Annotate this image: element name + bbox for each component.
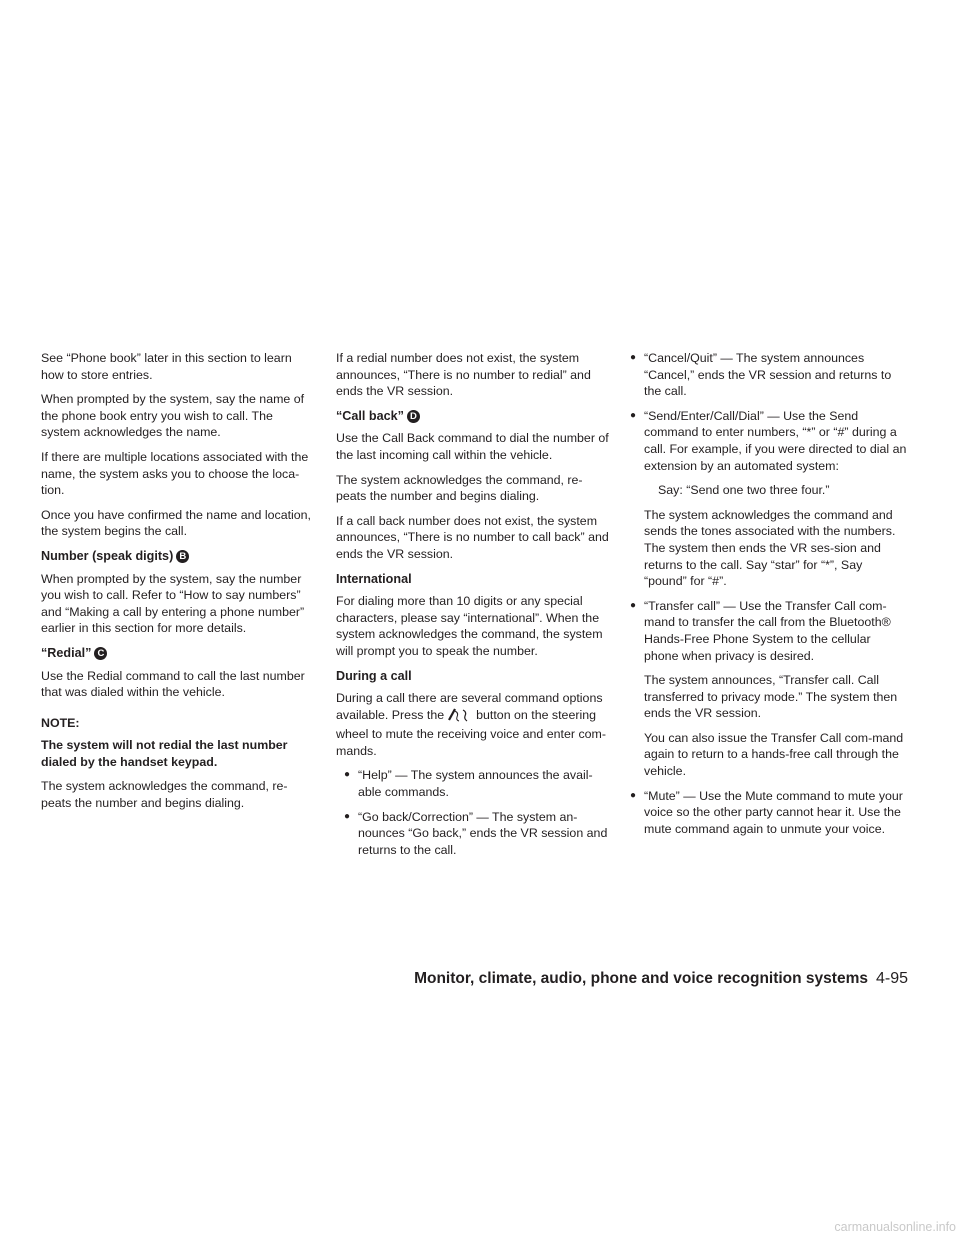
- paragraph: See “Phone book” later in this section to learn how to store entries.: [41, 351, 292, 382]
- list-item: [344, 767, 609, 800]
- page-footer: [400, 970, 908, 988]
- section-title: Monitor, climate, audio, phone and voice recognition systems: [414, 970, 868, 987]
- heading-number-speak-digits: [41, 548, 314, 565]
- paragraph: Once you have confirmed the name and location, the system begins the call.: [41, 507, 312, 539]
- heading-during-a-call: During a call: [336, 668, 412, 683]
- bullet-dot-icon: ●: [344, 810, 351, 822]
- bullet-dot-icon: ●: [344, 769, 351, 781]
- bullet-dot-icon: ●: [630, 409, 637, 421]
- callout-b-icon: B: [176, 550, 189, 563]
- list-item: [630, 598, 908, 664]
- paragraph: For dialing more than 10 digits or any special characters, please say “international”. When the system acknowledges the command, the system will prompt you to speak the number.: [336, 594, 603, 658]
- watermark: carmanualsonline.info: [834, 1220, 956, 1234]
- column-right: [630, 350, 908, 845]
- list-item: [344, 809, 609, 859]
- note-text: The system will not redial the last number dialed by the handset keypad.: [41, 738, 288, 769]
- example-say: Say: “Send one two three four.”: [658, 483, 830, 498]
- heading-call-back: [336, 408, 609, 425]
- bullet-dot-icon: ●: [630, 352, 637, 363]
- paragraph-during-call: [336, 690, 609, 759]
- note-label: NOTE:: [41, 715, 80, 730]
- list-item: [630, 408, 908, 474]
- paragraph: If a redial number does not exist, the system announces, “There is no number to redial” and ends the VR session.: [336, 351, 591, 399]
- steering-talk-icon: [446, 708, 472, 727]
- sub-paragraph: The system announces, “Transfer call. Call transferred to privacy mode.” The system then ends the VR session.: [644, 673, 898, 721]
- list-item-text: “Send/Enter/Call/Dial” — Use the Send command to enter numbers, “*” or “#” during a call. For example, if you were directed to dial an extension by an automated system:: [644, 408, 907, 473]
- paragraph: When prompted by the system, say the number you wish to call. Refer to “How to say numbers” and “Making a call by entering a phone number” earlier in this section for more details.: [41, 571, 305, 636]
- callout-d-icon: D: [407, 410, 420, 423]
- text: button on the steering wheel to mute the receiving voice and enter com-mands.: [336, 707, 606, 758]
- paragraph: Use the Call Back command to dial the number of the last incoming call within the vehicle.: [336, 431, 609, 462]
- heading-text: Number (speak digits): [41, 548, 174, 563]
- paragraph: When prompted by the system, say the name of the phone book entry you wish to call. The system acknowledges the name.: [41, 392, 305, 440]
- list-item-text: “Go back/Correction” — The system an-nounces “Go back,” ends the VR session and returns to the call.: [358, 809, 608, 857]
- list-item-text: “Mute” — Use the Mute command to mute your voice so the other party cannot hear it. Use the mute command again to unmute your voice.: [644, 788, 903, 836]
- heading-international: International: [336, 571, 412, 586]
- page-number: 4-95: [875, 970, 908, 987]
- list-item-text: “Cancel/Quit” — The system announces “Cancel,” ends the VR session and returns to the call.: [644, 351, 892, 399]
- heading-text: “Call back”: [336, 408, 404, 423]
- text: During a call there are several command options available. Press the: [336, 691, 603, 722]
- list-item: [630, 788, 908, 838]
- sub-paragraph: The system acknowledges the command and sends the tones associated with the numbers. The system then ends the VR ses-sion and returns to the call. Say “star” for “*”, Say “pound” for “#”.: [644, 507, 896, 589]
- paragraph: The system acknowledges the command, re-peats the number and begins dialing.: [336, 472, 583, 504]
- paragraph: If there are multiple locations associated with the name, the system asks you to choose the loca-tion.: [41, 449, 309, 498]
- paragraph: If a call back number does not exist, the system announces, “There is no number to call back” and ends the VR session.: [336, 513, 609, 561]
- list-item-text: “Help” — The system announces the avail-able commands.: [358, 768, 593, 800]
- paragraph: Use the Redial command to call the last number that was dialed within the vehicle.: [41, 668, 305, 700]
- bullet-dot-icon: ●: [630, 599, 637, 611]
- bullet-dot-icon: ●: [630, 789, 637, 801]
- column-middle: [336, 350, 609, 866]
- heading-redial: [41, 645, 314, 662]
- paragraph: The system acknowledges the command, re-peats the number and begins dialing.: [41, 779, 288, 811]
- list-item: [630, 350, 908, 400]
- heading-text: “Redial”: [41, 645, 92, 660]
- list-item-text: “Transfer call” — Use the Transfer Call com-mand to transfer the call from the Bluetooth® Hands-Free Phone System to the cellular phone when privacy is desired.: [644, 598, 891, 663]
- sub-paragraph: You can also issue the Transfer Call com-mand again to return to a hands-free call through the vehicle.: [644, 730, 904, 779]
- callout-c-icon: C: [94, 647, 107, 660]
- column-left: [41, 350, 314, 820]
